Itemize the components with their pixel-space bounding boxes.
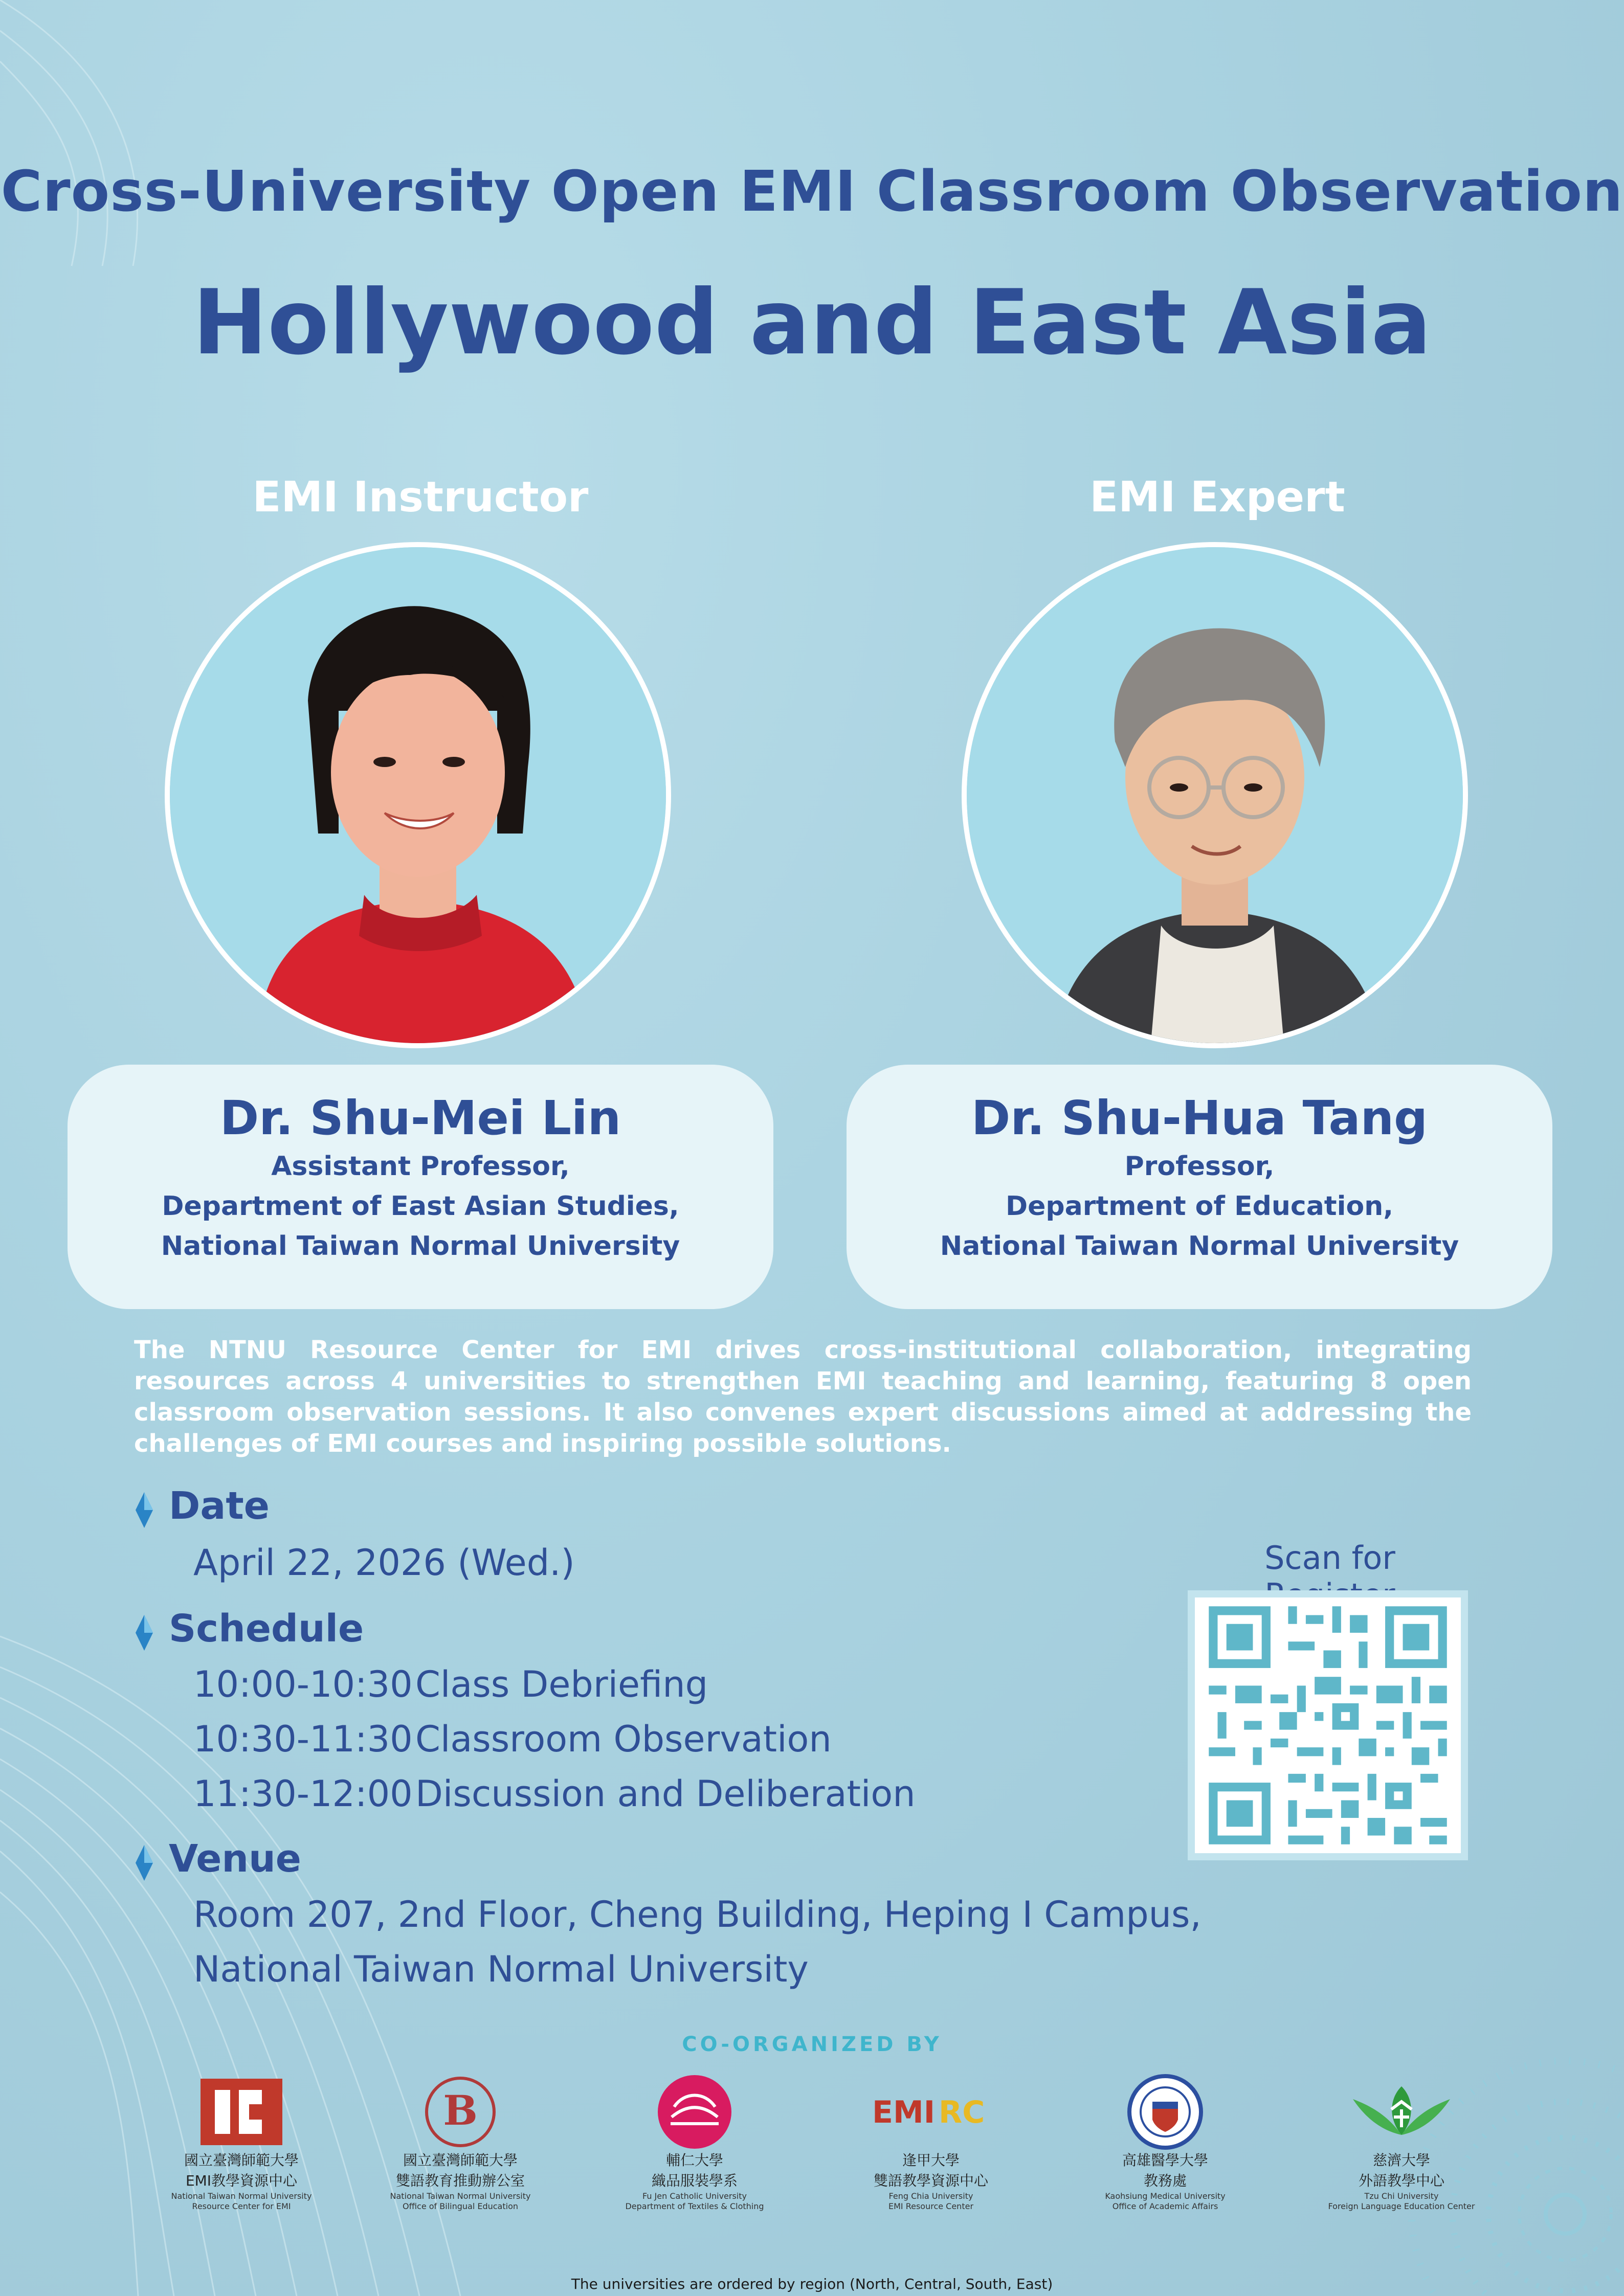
venue-line-1: Room 207, 2nd Floor, Cheng Building, Heping I Campus, — [193, 1894, 1202, 1935]
instructor-photo-illustration — [170, 547, 666, 1043]
coorganizer-zh-1: 高雄醫學大學 — [1122, 2152, 1208, 2169]
schedule-activity-1: Class Debriefing — [415, 1663, 708, 1705]
coorganizer-zh-1: 國立臺灣師範大學 — [184, 2152, 299, 2169]
coorganizer-zh-2: 雙語教育推動辦公室 — [395, 2172, 525, 2189]
coorganizer-en-2: Office of Academic Affairs — [1112, 2201, 1218, 2211]
coorganizer-en-1: Kaohsiung Medical University — [1105, 2191, 1226, 2201]
expert-title: Professor, — [1124, 1151, 1275, 1182]
region-order-footnote: The universities are ordered by region (North, Central, South, East) — [571, 2276, 1053, 2292]
event-series-title: Cross-University Open EMI Classroom Observation — [1, 159, 1623, 224]
date-value: April 22, 2026 (Wed.) — [193, 1542, 575, 1584]
instructor-photo — [165, 542, 671, 1048]
coorganizer-tcu — [1294, 2074, 1509, 2212]
b-circle-logo-icon — [422, 2074, 499, 2150]
event-title: Hollywood and East Asia — [192, 271, 1432, 375]
coorganizer-en-1: National Taiwan Normal University — [390, 2191, 531, 2201]
coorganizer-kmu — [1058, 2074, 1273, 2212]
expert-role-label: EMI Expert — [1089, 473, 1345, 522]
expert-name: Dr. Shu-Hua Tang — [971, 1091, 1428, 1145]
coorganizer-zh-1: 逢甲大學 — [902, 2152, 960, 2169]
coorganizer-en-2: Office of Bilingual Education — [402, 2201, 519, 2211]
expert-photo — [962, 542, 1468, 1048]
coorganizer-en-2: EMI Resource Center — [888, 2201, 974, 2211]
instructor-title: Assistant Professor, — [271, 1151, 570, 1182]
emirc-logo-icon — [872, 2094, 990, 2130]
coorganizer-fcu — [824, 2074, 1038, 2212]
program-description: The NTNU Resource Center for EMI drives cross-institutional collaboration, integrating resources across 4 universities to strengthen EMI teaching and learning, featuring 8 open classroom observation sessions. It also convenes expert discussions aimed at addressing the challenges of EMI courses and inspiring possible solutions. — [134, 1336, 1472, 1458]
expert-card — [847, 1065, 1552, 1309]
co-organized-by-heading: CO-ORGANIZED BY — [682, 2033, 942, 2056]
coorganizer-zh-1: 慈濟大學 — [1372, 2152, 1430, 2169]
coorganizer-en-2: Department of Textiles & Clothing — [625, 2201, 764, 2211]
schedule-time-1: 10:00-10:30 — [193, 1663, 413, 1705]
textiles-logo-icon — [656, 2074, 733, 2150]
coorganizer-zh-1: 輔仁大學 — [665, 2152, 723, 2169]
diamond-bullet-icon — [136, 1845, 153, 1881]
coorganizer-en-1: Feng Chia University — [888, 2191, 973, 2201]
instructor-university: National Taiwan Normal University — [161, 1231, 680, 1262]
coorganizer-en-1: National Taiwan Normal University — [171, 2191, 312, 2201]
coorganizer-ntnu-emi — [134, 2074, 349, 2212]
expert-department: Department of Education, — [1006, 1191, 1393, 1222]
venue-heading: Venue — [169, 1837, 301, 1881]
coorganizer-zh-1: 國立臺灣師範大學 — [403, 2152, 518, 2169]
coorganizer-en-1: Tzu Chi University — [1364, 2191, 1439, 2201]
diamond-bullet-icon — [136, 1615, 153, 1651]
coorganizer-en-2: Resource Center for EMI — [192, 2201, 291, 2211]
date-heading: Date — [169, 1484, 270, 1528]
diamond-bullet-icon — [136, 1492, 153, 1528]
coorganizer-zh-2: 教務處 — [1143, 2172, 1187, 2189]
svg-text:EMI: EMI — [872, 2095, 936, 2130]
register-label: Scan for — [1264, 1539, 1395, 1577]
instructor-name: Dr. Shu-Mei Lin — [219, 1091, 621, 1145]
coorganizer-zh-2: 雙語教學資源中心 — [873, 2172, 988, 2189]
svg-text:B: B — [443, 2086, 478, 2134]
instructor-department: Department of East Asian Studies, — [162, 1191, 679, 1222]
instructor-role-label: EMI Instructor — [252, 473, 589, 522]
kc-logo-icon — [201, 2079, 282, 2145]
expert-university: National Taiwan Normal University — [940, 1231, 1459, 1262]
tcu-lotus-logo-icon — [1343, 2079, 1460, 2145]
svg-text:RC: RC — [939, 2095, 985, 2130]
schedule-heading: Schedule — [169, 1607, 364, 1651]
coorganizer-fju — [587, 2074, 802, 2212]
schedule-time-2: 10:30-11:30 — [193, 1718, 413, 1760]
coorganizer-en-2: Foreign Language Education Center — [1328, 2201, 1475, 2211]
coorganizer-en-1: Fu Jen Catholic University — [642, 2191, 747, 2201]
coorganizer-zh-2: 織品服裝學系 — [651, 2172, 738, 2189]
register-qr-code[interactable] — [1188, 1590, 1468, 1860]
qr-code-icon — [1195, 1597, 1461, 1853]
venue-line-2: National Taiwan Normal University — [193, 1948, 809, 1990]
kmu-seal-icon — [1127, 2074, 1204, 2150]
coorganizer-zh-2: EMI教學資源中心 — [185, 2172, 298, 2189]
instructor-card — [68, 1065, 773, 1309]
schedule-activity-3: Discussion and Deliberation — [415, 1773, 916, 1815]
schedule-activity-2: Classroom Observation — [415, 1718, 832, 1760]
schedule-time-3: 11:30-12:00 — [193, 1773, 413, 1815]
coorganizer-ntnu-obe — [353, 2074, 568, 2212]
coorganizer-zh-2: 外語教學中心 — [1358, 2172, 1444, 2189]
expert-photo-illustration — [967, 547, 1463, 1043]
